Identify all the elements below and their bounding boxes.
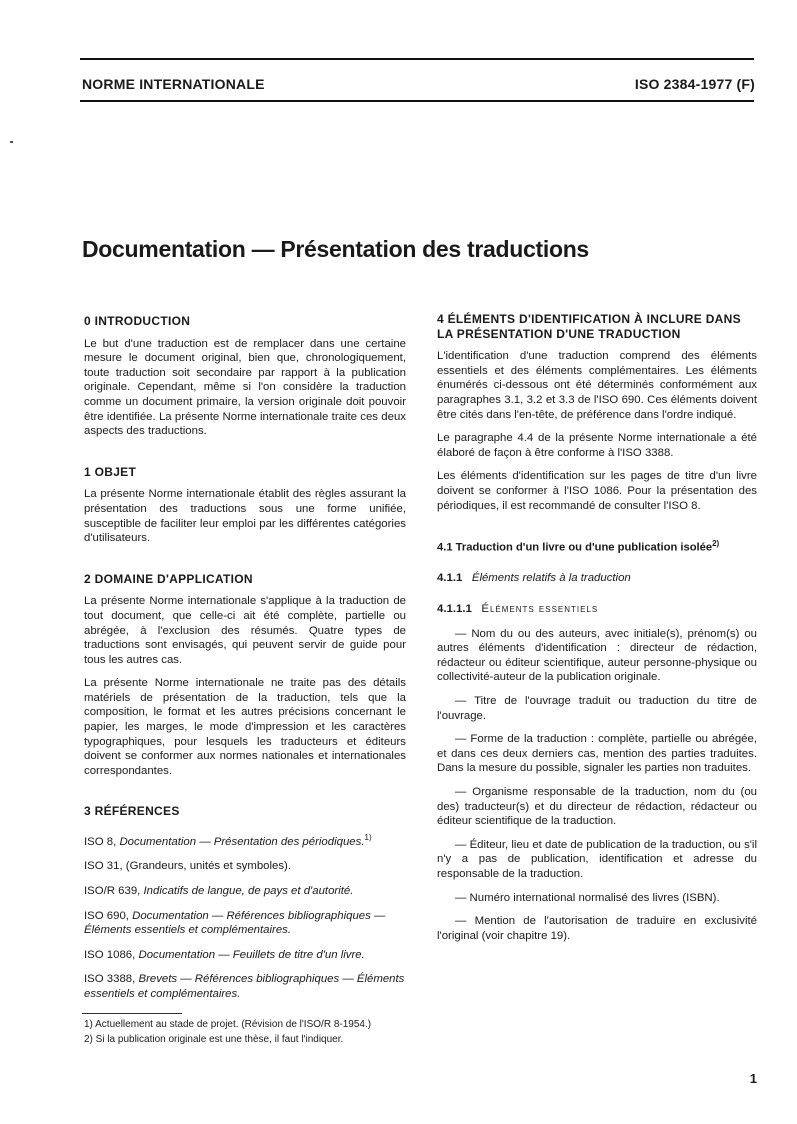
left-column [84, 314, 406, 1012]
section-heading-references: 3 RÉFÉRENCES [84, 804, 180, 819]
list-item: — Mention de l'autorisation de traduire en exclusivité l'original (voir chapitre 19). [437, 915, 757, 942]
reference-item: ISO 1086, Documentation — Feuillets de titre d'un livre. [84, 948, 365, 961]
scan-speck [10, 141, 13, 143]
footnote-rule [82, 1013, 182, 1014]
footnote-2: 2) Si la publication originale est une thèse, il faut l'indiquer. [84, 1034, 344, 1045]
header-left: NORME INTERNATIONALE [82, 76, 265, 92]
header-right: ISO 2384-1977 (F) [634, 76, 755, 92]
section-4-paragraph-1: L'identification d'une traduction comprend des éléments essentiels et des éléments complémentaires. Les éléments énumérés ci-dessous ont été déterminés conformément aux paragraphes 3.1, 3.2 et 3.3 de l'ISO 690. Ces éléments doivent être cités dans l'en-tête, de préférence dans l'ordre indiqué. [437, 350, 757, 421]
right-column [437, 312, 757, 952]
list-item: — Numéro international normalisé des livres (ISBN). [455, 891, 720, 904]
section-heading-objet: 1 OBJET [84, 464, 137, 479]
top-rule [80, 58, 754, 60]
section-heading-4 [437, 312, 757, 341]
reference-item: ISO 31, (Grandeurs, unités et symboles). [84, 860, 292, 873]
page-title: Documentation — Présentation des traductions [82, 236, 589, 262]
subsection-4-1: 4.1 Traduction d'un livre ou d'une publication isolée$^{2)}$ [437, 539, 720, 554]
introduction-text: Le but d'une traduction est de remplacer dans une certaine mesure le document original, bien que, chronologiquement, toute traduction soit secondaire par rapport à la publication originale. Cependant, même si l'on considère la traduction comme un document primaire, la version originale doit pouvoir être identifiée. La présente Norme internationale traite ces deux aspects des traductions. [84, 337, 406, 438]
list-item: — Nom du ou des auteurs, avec initiale(s), prénom(s) ou autres éléments d'identification : directeur de rédaction, rédacteur ou éditeur scientifique, auteur personne-physique ou collectivité-auteur de la publication originale. [437, 627, 757, 684]
subsection-4-1-1-1: 4.1.1.1 Éléments essentiels [437, 603, 599, 616]
reference-item: ISO 3388, Brevets — Références bibliographiques — Éléments essentiels et complémentaires. [84, 973, 405, 1000]
section-4-paragraph-2: Le paragraphe 4.4 de la présente Norme internationale a été élaboré de façon à être conforme à l'ISO 3388. [437, 432, 757, 459]
page-number: 1 [749, 1071, 757, 1086]
list-item: — Titre de l'ouvrage traduit ou traduction du titre de l'ouvrage. [437, 695, 757, 722]
section-4-paragraph-3: Les éléments d'identification sur les pages de titre d'un livre doivent se conformer à l'ISO 1086. Pour la présentation des périodiques, il est recommandé de consulter l'ISO 8. [437, 470, 757, 512]
header-rule [80, 100, 754, 102]
objet-text: La présente Norme internationale établit des règles assurant la présentation des traductions sous une forme unifiée, susceptible de faciliter leur emploi par les différentes catégories d'utilisateurs. [84, 488, 406, 545]
domaine-paragraph-2: La présente Norme internationale ne traite pas des détails matériels de présentation de la traduction, tels que la composition, le format et les autres précisions concernant le papier, les marges, le mode d'impression et les caractères typographiques, pour lesquels les traducteurs et éditeurs doivent se conformer aux normes nationales et internationales correspondantes. [84, 677, 406, 777]
reference-item: ISO/R 639, Indicatifs de langue, de pays et d'autorité. [84, 885, 354, 898]
list-item: — Éditeur, lieu et date de publication de la traduction, ou s'il n'y a pas de publication, identification et adresse du responsable de la traduction. [437, 838, 757, 880]
section-heading-introduction: 0 INTRODUCTION [84, 314, 191, 328]
reference-item: ISO 690, Documentation — Références bibliographiques — Éléments essentiels et complémentaires. [84, 909, 386, 937]
footnote-1: 1) Actuellement au stade de projet. (Révision de l'ISO/R 8-1954.) [84, 1019, 372, 1030]
subsection-4-1-1: 4.1.1 Éléments relatifs à la traduction [437, 572, 631, 585]
section-heading-4-line1: 4 ÉLÉMENTS D'IDENTIFICATION À INCLURE DANS [437, 312, 741, 326]
section-heading-4-line2: LA PRÉSENTATION D'UNE TRADUCTION [437, 326, 681, 341]
list-item: — Forme de la traduction : complète, partielle ou abrégée, et dans ces deux derniers cas, mention des parties traduites. Dans la mesure du possible, signaler les parties non traduites. [437, 733, 757, 775]
section-heading-domaine: 2 DOMAINE D'APPLICATION [84, 571, 253, 586]
domaine-paragraph-1: La présente Norme internationale s'applique à la traduction de tout document, que celle-ci ait été complète, partielle ou abrégée, à l'exclusion des résumés. Quatre types de traductions sont envisagés, qui peuvent servir de guide pour tous les autres cas. [84, 595, 406, 666]
reference-item: ISO 8, Documentation — Présentation des périodiques.$^{1)}$ [84, 833, 372, 848]
list-item: — Organisme responsable de la traduction, nom du (ou des) traducteur(s) et du directeur de rédaction, rédacteur ou éditeur scientifique de la traduction. [437, 785, 757, 828]
